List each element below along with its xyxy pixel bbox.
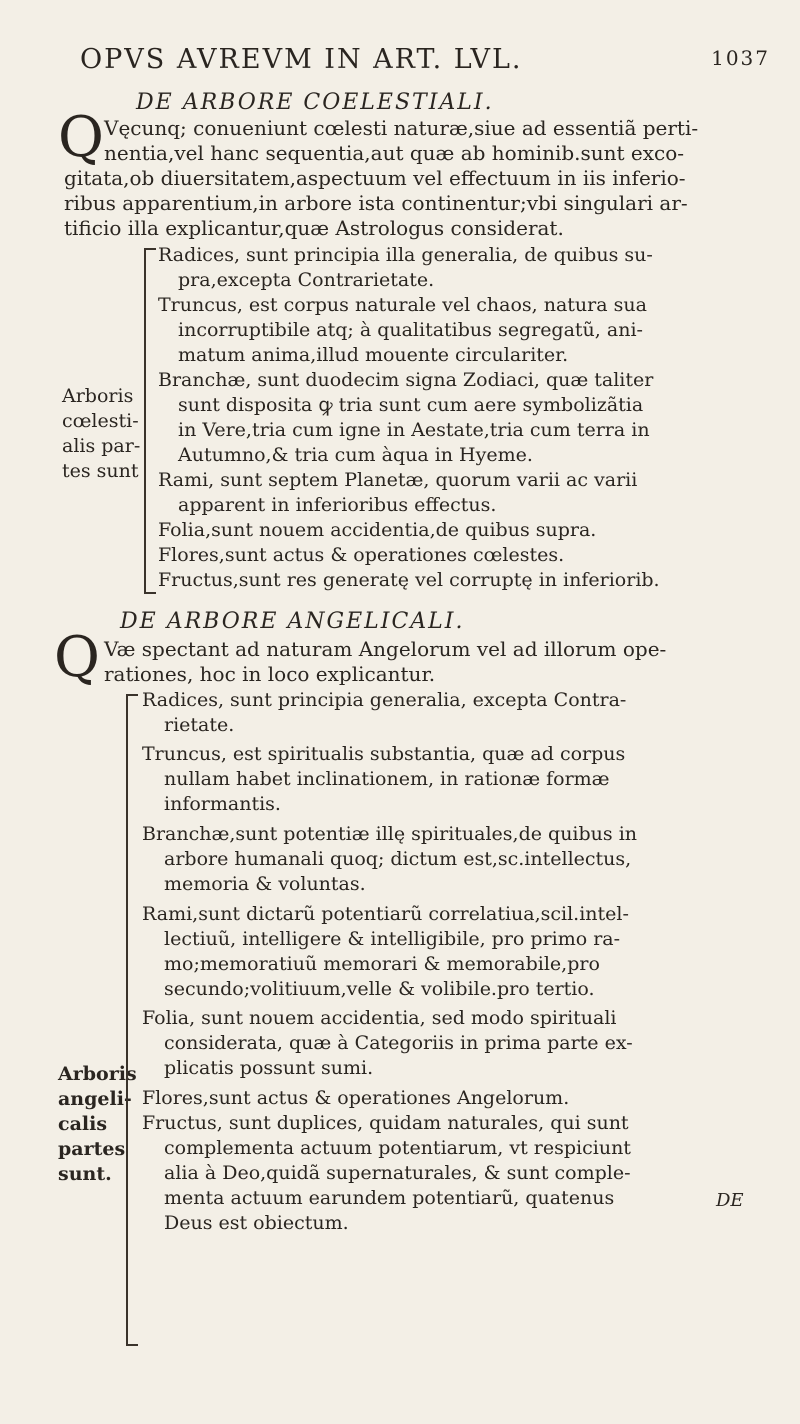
side-label-line: cœlesti- [62, 410, 139, 432]
entry-line: in Vere,tria cum igne in Aestate,tria cum terra in [178, 419, 650, 441]
entry-line: Rami, sunt septem Planetæ, quorum varii ac varii [158, 469, 638, 491]
entry-line: Deus est obiectum. [164, 1212, 349, 1234]
side-label-line: tes sunt [62, 460, 139, 482]
entry-line: nullam habet inclinationem, in rationæ formæ [164, 768, 610, 790]
entry-line: Flores,sunt actus & operationes Angelorum. [142, 1087, 570, 1109]
entry-line: arbore humanali quoq; dictum est,sc.intellectus, [164, 848, 632, 870]
entry-line: Rami,sunt dictarũ potentiarũ correlatiua,scil.intel- [142, 903, 629, 925]
side-label-line: sunt. [58, 1163, 112, 1185]
entry-line: Radices, sunt principia generalia, excepta Contra- [142, 689, 627, 711]
entry-line: Truncus, est spiritualis substantia, quæ ad corpus [142, 743, 626, 765]
drop-initial-2: Q [54, 625, 100, 690]
side-label-line: Arboris [58, 1063, 137, 1085]
entry-line: sunt disposita ꝙ tria sunt cum aere symbolizãtia [178, 394, 644, 416]
running-head [80, 44, 770, 78]
bracket-brace-bottom [126, 1344, 138, 1346]
entry-line: Fructus,sunt res generatę vel corruptę in inferiorib. [158, 569, 660, 591]
bracket-brace-bottom [144, 592, 156, 594]
catch-word: DE [716, 1190, 744, 1211]
paragraph-line: rationes, hoc in loco explicantur. [104, 662, 436, 686]
paragraph-line: Vęcunq; conueniunt cœlesti naturæ,siue ad essentiã perti- [104, 116, 699, 140]
paragraph-line: tificio illa explicantur,quæ Astrologus considerat. [64, 216, 564, 240]
paragraph-line: ribus apparentium,in arbore ista continentur;vbi singulari ar- [64, 191, 688, 215]
side-label-line: angeli- [58, 1088, 132, 1110]
entry-line: secundo;volitiuum,velle & volibile.pro tertio. [164, 978, 595, 1000]
entry-line: Branchæ,sunt potentiæ illę spirituales,de quibus in [142, 823, 638, 845]
entry-line: rietate. [164, 714, 235, 736]
side-label-line: partes [58, 1138, 126, 1160]
bracket-brace-top [144, 248, 156, 250]
entry-line: Fructus, sunt duplices, quidam naturales, qui sunt [142, 1112, 629, 1134]
entry-line: incorruptibile atq; à qualitatibus segregatũ, ani- [178, 319, 643, 341]
entry-line: menta actuum earundem potentiarũ, quatenus [164, 1187, 615, 1209]
side-label-line: calis [58, 1113, 108, 1135]
entry-line: alia à Deo,quidã supernaturales, & sunt comple- [164, 1162, 631, 1184]
entry-line: apparent in inferioribus effectus. [178, 494, 497, 516]
paragraph-line: Væ spectant ad naturam Angelorum vel ad illorum ope- [104, 637, 667, 661]
entry-line: memoria & voluntas. [164, 873, 366, 895]
entry-line: Branchæ, sunt duodecim signa Zodiaci, quæ taliter [158, 369, 654, 391]
running-title: OPVS AVREVM IN ART. LVL. [80, 44, 523, 75]
entry-line: matum anima,illud mouente circulariter. [178, 344, 569, 366]
section-heading-angelicali: DE ARBORE ANGELICALI. [120, 609, 465, 634]
entry-line: informantis. [164, 793, 281, 815]
side-label-line: alis par- [62, 435, 141, 457]
entry-line: complementa actuum potentiarum, vt respiciunt [164, 1137, 631, 1159]
entry-line: considerata, quæ à Categoriis in prima parte ex- [164, 1032, 633, 1054]
paragraph-line: nentia,vel hanc sequentia,aut quæ ab hominib.sunt exco- [104, 141, 685, 165]
paragraph-line: gitata,ob diuersitatem,aspectuum vel effectuum in iis inferio- [64, 166, 686, 190]
entry-line: Radices, sunt principia illa generalia, de quibus su- [158, 244, 653, 266]
side-label-line: Arboris [62, 385, 134, 407]
entry-line: pra,excepta Contrarietate. [178, 269, 435, 291]
drop-initial-1: Q [58, 105, 104, 170]
bracket-brace-top [126, 694, 138, 696]
entry-line: Folia,sunt nouem accidentia,de quibus supra. [158, 519, 597, 541]
page-number: 1037 [711, 46, 770, 70]
entry-line: plicatis possunt sumi. [164, 1057, 374, 1079]
entry-line: Truncus, est corpus naturale vel chaos, natura sua [158, 294, 647, 316]
section-heading-coelestiali: DE ARBORE COELESTIALI. [136, 90, 494, 115]
entry-line: mo;memoratiuũ memorari & memorabile,pro [164, 953, 600, 975]
entry-line: Flores,sunt actus & operationes cœlestes. [158, 544, 565, 566]
entry-line: lectiuũ, intelligere & intelligibile, pro primo ra- [164, 928, 621, 950]
entry-line: Autumno,& tria cum àqua in Hyeme. [178, 444, 533, 466]
entry-line: Folia, sunt nouem accidentia, sed modo spirituali [142, 1007, 617, 1029]
